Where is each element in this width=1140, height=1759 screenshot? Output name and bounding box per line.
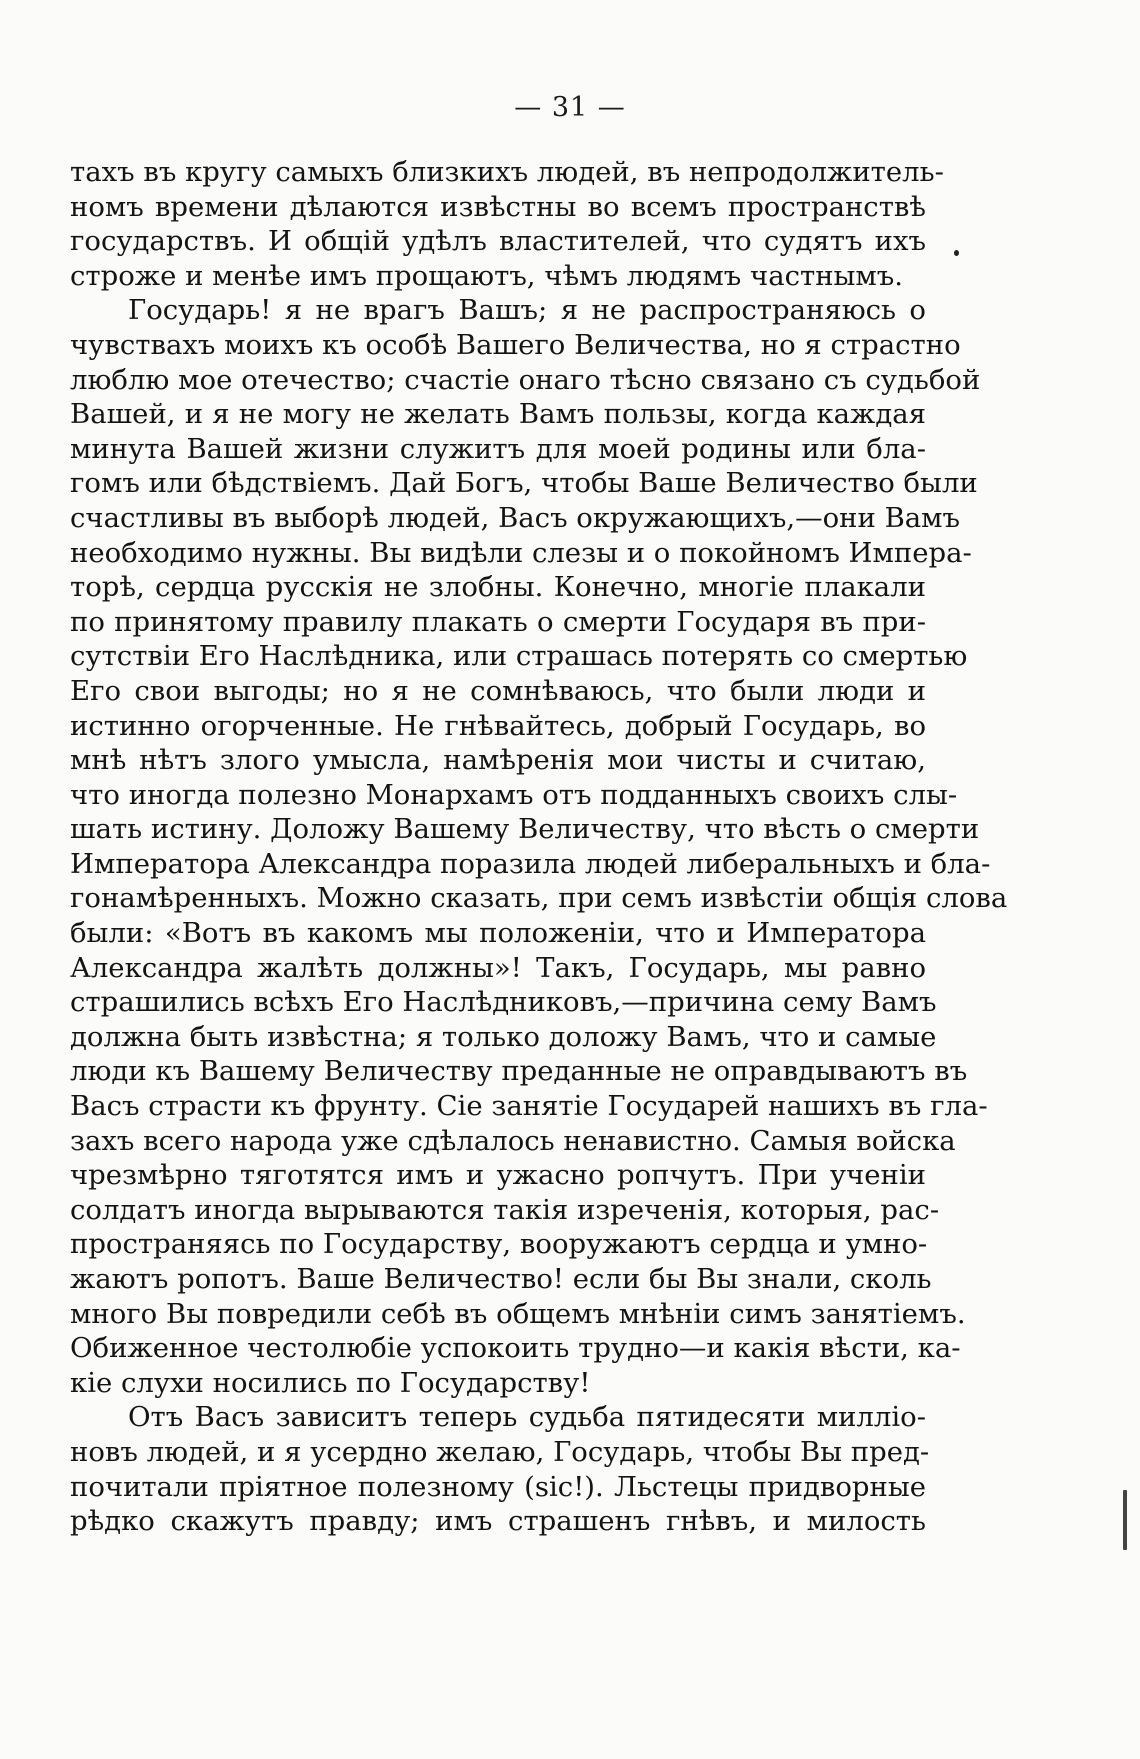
text-line: гомъ или бѣдствіемъ. Дай Богъ, чтобы Ваше Величество были (70, 467, 978, 500)
text-line: тахъ въ кругу самыхъ близкихъ людей, въ непродолжитель- (70, 156, 944, 188)
text-line: мнѣ нѣтъ злого умысла, намѣренія мои чисты и считаю, (70, 744, 926, 777)
text-line: люди къ Вашему Величеству преданные не оправдываютъ въ (70, 1055, 968, 1088)
text-line: чувствахъ моихъ къ особѣ Вашего Величества, но я страстно (70, 328, 961, 361)
text-line: Отъ Васъ зависитъ теперь судьба пятидесяти милліо- (128, 1401, 926, 1434)
text-line: солдатъ иногда вырываются такія изреченія, которыя, рас- (70, 1193, 940, 1226)
text-line: много Вы повредили себѣ въ общемъ мнѣніи симъ занятіемъ. (70, 1297, 966, 1330)
text-line: новъ людей, и я усердно желаю, Государь, чтобы Вы пред- (70, 1435, 930, 1468)
text-line: истинно огорченные. Не гнѣвайтесь, добрый Государь, во (70, 709, 926, 742)
paragraph (70, 1400, 930, 1538)
text-line: шать истину. Доложу Вашему Величеству, что вѣсть о смерти (70, 813, 980, 846)
text-line: необходимо нужны. Вы видѣли слезы и о покойномъ Импера- (70, 536, 972, 569)
page-number: — 31 — (514, 92, 626, 123)
text-line: государствъ. И общій удѣлъ властителей, что судятъ ихъ (70, 225, 926, 258)
text-line: Вашей, и я не могу не желать Вамъ пользы, когда каждая (70, 398, 926, 431)
text-line: Его свои выгоды; но я не сомнѣваюсь, что были люди и (70, 674, 926, 707)
text-line: люблю мое отечество; счастіе онаго тѣсно связано съ судьбой (70, 363, 981, 396)
text-line: Александра жалѣть должны»! Такъ, Государь, мы равно (70, 951, 926, 984)
text-line: номъ времени дѣлаются извѣстны во всемъ пространствѣ (70, 190, 926, 223)
text-line: страшились всѣхъ Его Наслѣдниковъ,—причина сему Вамъ (70, 986, 937, 1019)
text-line: счастливы въ выборѣ людей, Васъ окружающихъ,—они Вамъ (70, 501, 961, 534)
paragraph (70, 155, 944, 293)
text-line: сутствіи Его Наслѣдника, или страшась потерять со смертью (70, 640, 968, 673)
text-line: Государь! я не врагъ Вашъ; я не распространяюсь о (128, 294, 926, 327)
scan-mark (1123, 1490, 1127, 1550)
text-line: по принятому правилу плакать о смерти Государя въ при- (70, 605, 926, 638)
scan-speck (954, 250, 959, 256)
paragraph (70, 293, 1008, 1400)
text-line: должна быть извѣстна; я только доложу Вамъ, что и самые (70, 1020, 937, 1053)
text-line: строже и менѣе имъ прощаютъ, чѣмъ людямъ частнымъ. (70, 259, 904, 292)
text-line: минута Вашей жизни служитъ для моей родины или бла- (70, 432, 926, 465)
text-line: кіе слухи носились по Государству! (70, 1366, 591, 1399)
text-line: пространяясь по Государству, вооружаютъ сердца и умно- (70, 1228, 928, 1261)
text-line: захъ всего народа уже сдѣлалось ненавистно. Самыя войска (70, 1124, 956, 1157)
text-line: Васъ страсти къ фрунту. Сіе занятіе Государей нашихъ въ гла- (70, 1090, 988, 1123)
text-line: почитали пріятное полезному (sic!). Льстецы придворные (70, 1470, 926, 1503)
text-line: чрезмѣрно тяготятся имъ и ужасно ропчутъ. При ученіи (70, 1159, 926, 1192)
text-line: рѣдко скажутъ правду; имъ страшенъ гнѣвъ, и милость (70, 1505, 926, 1538)
text-line: Императора Александра поразила людей либеральныхъ и бла- (70, 847, 991, 880)
text-line: жаютъ ропотъ. Ваше Величество! если бы Вы знали, сколь (70, 1263, 932, 1295)
text-line: Обиженное честолюбіе успокоить трудно—и какія вѣсти, ка- (70, 1332, 961, 1365)
text-line: были: «Вотъ въ какомъ мы положеніи, что и Императора (70, 917, 926, 950)
text-line: гонамѣренныхъ. Можно сказать, при семъ извѣстіи общія слова (70, 882, 1008, 915)
text-line: что иногда полезно Монархамъ отъ подданныхъ своихъ слы- (70, 778, 958, 811)
text-line: торѣ, сердца русскія не злобны. Конечно, многіе плакали (70, 571, 926, 604)
body-text (70, 155, 1008, 1539)
